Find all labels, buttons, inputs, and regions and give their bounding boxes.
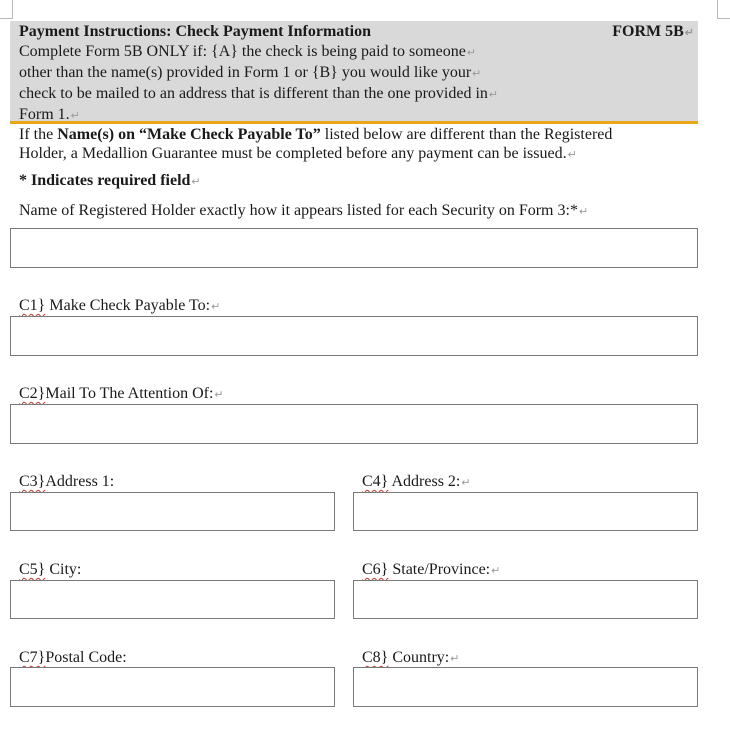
header-title: Payment Instructions: Check Payment Information bbox=[19, 23, 371, 40]
c8-label: C8} Country:↵ bbox=[362, 649, 460, 666]
form-id: FORM 5B↵ bbox=[612, 23, 694, 40]
instruction-line-2: other than the name(s) provided in Form 1 or {B} you would like your↵ bbox=[19, 64, 482, 81]
paragraph-mark-icon: ↵ bbox=[466, 47, 477, 59]
paragraph-mark-icon: ↵ bbox=[472, 68, 482, 80]
paragraph-mark-icon: ↵ bbox=[214, 389, 224, 401]
address-1-field[interactable] bbox=[10, 492, 335, 531]
header-instructions bbox=[19, 42, 549, 126]
medallion-notice: If the Name(s) on “Make Check Payable To” listed below are different than the Registered Holder, a Medallion Guarantee must be completed before any payment can be issued.↵ bbox=[19, 126, 613, 162]
c2-label: C2}Mail To The Attention Of:↵ bbox=[19, 385, 224, 402]
paragraph-mark-icon: ↵ bbox=[578, 206, 589, 218]
paragraph-mark-icon: ↵ bbox=[191, 176, 201, 188]
registered-holder-field[interactable] bbox=[10, 228, 698, 268]
state-province-field[interactable] bbox=[353, 580, 698, 619]
postal-code-field[interactable] bbox=[10, 667, 335, 707]
paragraph-mark-icon: ↵ bbox=[211, 301, 221, 313]
registered-holder-label: Name of Registered Holder exactly how it appears listed for each Security on Form 3:*↵ bbox=[19, 202, 589, 219]
city-field[interactable] bbox=[10, 580, 335, 619]
paragraph-mark-icon: ↵ bbox=[450, 653, 460, 665]
c5-label: C5} City: bbox=[19, 561, 82, 578]
page-corner-mark-left bbox=[0, 0, 13, 19]
c1-label: C1} Make Check Payable To:↵ bbox=[19, 297, 221, 314]
instruction-line-1: Complete Form 5B ONLY if: {A} the check is being paid to someone↵ bbox=[19, 43, 477, 60]
paragraph-mark-icon: ↵ bbox=[491, 565, 501, 577]
instructions-header bbox=[10, 21, 698, 124]
paragraph-mark-icon: ↵ bbox=[684, 27, 694, 39]
mail-to-attention-field[interactable] bbox=[10, 404, 698, 444]
c7-label: C7}Postal Code: bbox=[19, 649, 127, 666]
instruction-line-3: check to be mailed to an address that is different than the one provided in↵ bbox=[19, 85, 499, 102]
paragraph-mark-icon: ↵ bbox=[70, 110, 80, 122]
c4-label: C4} Address 2:↵ bbox=[362, 473, 471, 490]
paragraph-mark-icon: ↵ bbox=[488, 89, 499, 101]
country-field[interactable] bbox=[353, 667, 698, 707]
c3-label: C3}Address 1: bbox=[19, 473, 115, 490]
instruction-line-4: Form 1.↵ bbox=[19, 106, 80, 123]
page-corner-mark-right bbox=[717, 0, 730, 19]
paragraph-mark-icon: ↵ bbox=[461, 477, 471, 489]
required-field-note: * Indicates required field↵ bbox=[19, 172, 201, 189]
c6-label: C6} State/Province:↵ bbox=[362, 561, 501, 578]
make-check-payable-to-field[interactable] bbox=[10, 316, 698, 356]
address-2-field[interactable] bbox=[353, 492, 698, 531]
paragraph-mark-icon: ↵ bbox=[567, 149, 577, 161]
